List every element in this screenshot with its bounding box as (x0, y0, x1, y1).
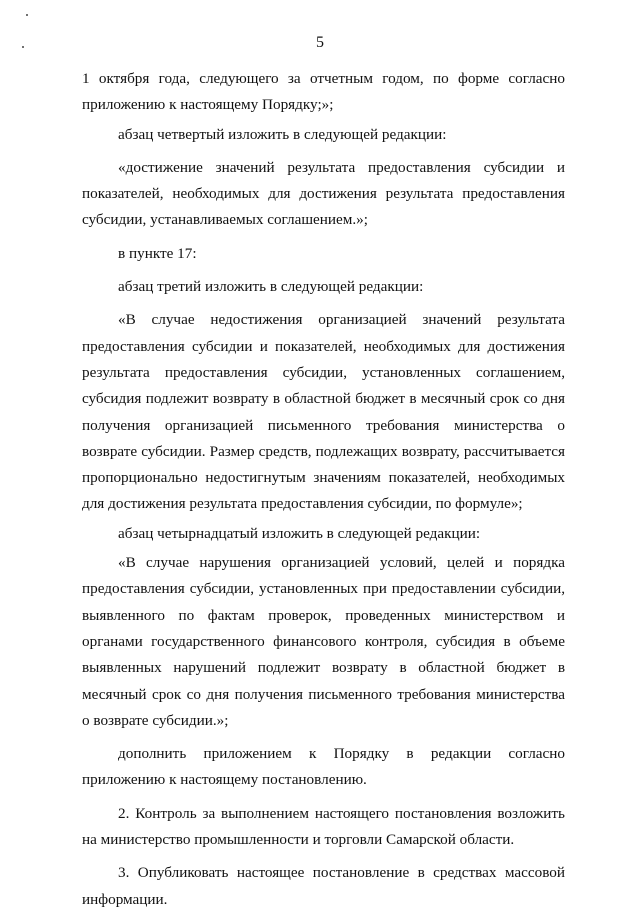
paragraph-instruction: в пункте 17: (118, 244, 197, 262)
scan-speck (26, 14, 28, 16)
paragraph-instruction: абзац четырнадцатый изложить в следующей редакции: (118, 524, 481, 542)
paragraph-instruction: абзац четвертый изложить в следующей редакции: (118, 125, 447, 143)
paragraph-quote: «В случае нарушения организацией условий, целей и порядка предоставления субсидии, установленных при предоставлении субсидии, выявленного по фактам проверок, проведенных министерством и органами государственного финансового контроля, субсидия в объеме выявленных нарушений подлежит возврату в областной бюджет в месячный срок со дня получения письменного требования министерства о возврате субсидии.»; (82, 554, 565, 729)
paragraph-quote: «достижение значений результата предоставления субсидии и показателей, необходимых для достижения результата предоставления субсидии, устанавливаемых соглашением.»; (82, 158, 565, 229)
paragraph-instruction: абзац третий изложить в следующей редакции: (118, 278, 424, 296)
document-body (82, 66, 565, 913)
paragraph-quote: «В случае недостижения организацией значений результата предоставления субсидии и показателей, необходимых для достижения результата предоставления субсидии, установленных соглашением, субсидия подлежит возврату в областной бюджет в месячный срок со дня получения организацией письменного требования министерства о возврате субсидии. Размер средств, подлежащих возврату, рассчитывается пропорционально недостигнутым значениям показателей, необходимых для достижения результата предоставления субсидии, по формуле»; (82, 311, 565, 513)
paragraph-instruction: дополнить приложением к Порядку в редакции согласно приложению к настоящему постановлению. (82, 745, 565, 789)
paragraph-continuation: 1 октября года, следующего за отчетным годом, по форме согласно приложению к настоящему Порядку;»; (82, 70, 565, 114)
paragraph-item-2: 2. Контроль за выполнением настоящего постановления возложить на министерство промышленности и торговли Самарской области. (82, 804, 565, 849)
paragraph-item-3: 3. Опубликовать настоящее постановление в средствах массовой информации. (82, 864, 565, 908)
page-number: 5 (316, 34, 324, 51)
